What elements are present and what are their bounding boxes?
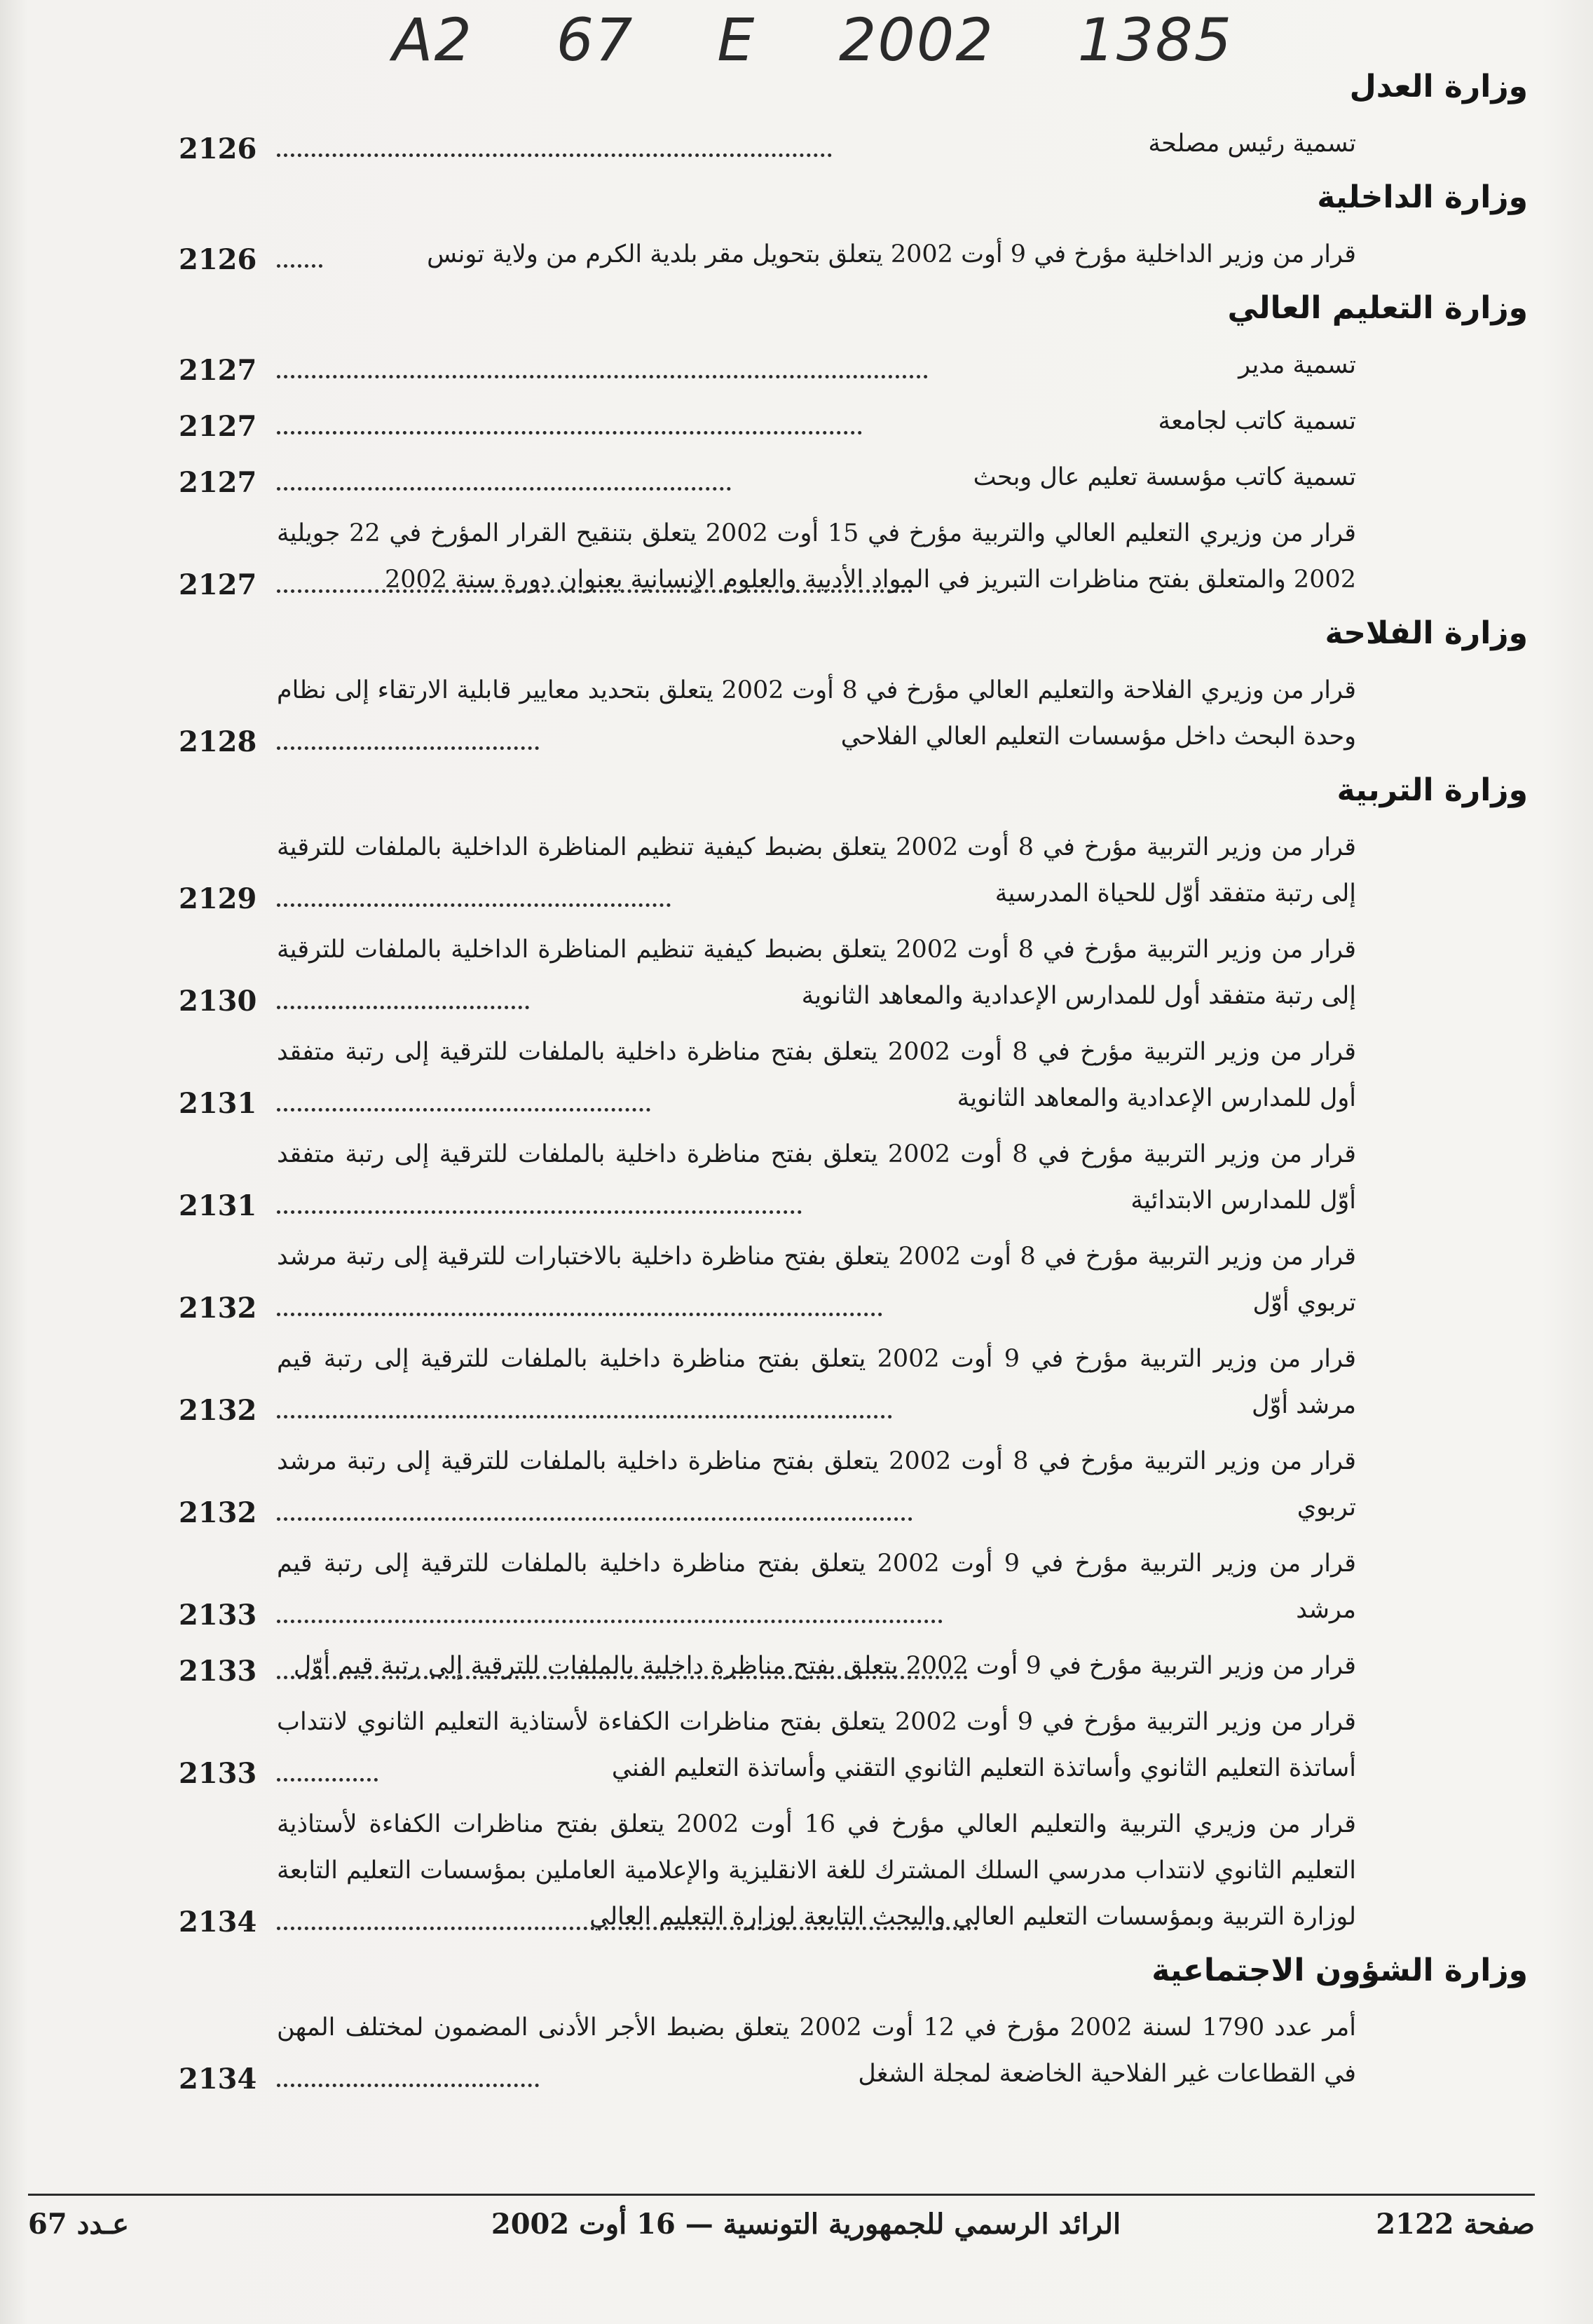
entry-title: قرار من وزير التربية مؤرخ في 9 أوت 2002 يتعلق بفتح مناظرة داخلية بالملفات للترقية إلى رتبة قيم أوّل: [293, 1652, 1356, 1680]
entry-page-number: 2132: [179, 1292, 257, 1325]
leader-dots: [277, 1515, 912, 1521]
entry-title: تسمية رئيس مصلحة: [1148, 130, 1356, 158]
entry-title: قرار من وزيري الفلاحة والتعليم العالي مؤرخ في 8 أوت 2002 يتعلق بتحديد معايير قابلية الارتقاء إلى نظام وحدة البحث داخل مؤسسات التعليم العالي الفلاحي: [277, 676, 1357, 751]
entry-title: أمر عدد 1790 لسنة 2002 مؤرخ في 12 أوت 2002 يتعلق بضبط الأجر الأدنى المضمون لمختلف المهن في القطاعات غير الفلاحية الخاضعة لمجلة الشغل: [277, 2014, 1356, 2088]
entry-page-number: 2131: [179, 1189, 257, 1222]
entry-page-number: 2133: [179, 1599, 257, 1632]
entry-page-number: 2134: [179, 2063, 257, 2096]
handwritten-letter: E: [717, 6, 756, 74]
leader-dots: [277, 1924, 978, 1930]
toc-entry: [179, 231, 1356, 278]
toc-entry: [179, 454, 1356, 500]
entry-title: قرار من وزيري التعليم العالي والتربية مؤرخ في 15 أوت 2002 يتعلق بتنقيح القرار المؤرخ في 22 جويلية 2002 والمتعلق بفتح مناظرات التبريز في المواد الأدبية والعلوم الإنسانية بعنوان دورة سنة 2002: [277, 519, 1356, 594]
page-footer: [28, 2208, 1535, 2257]
toc-entry: [179, 1131, 1356, 1224]
leader-dots: [277, 1412, 892, 1419]
entry-title: قرار من وزير التربية مؤرخ في 9 أوت 2002 يتعلق بفتح مناظرات الكفاءة لأستاذية التعليم الثانوي لانتداب أساتذة التعليم الثانوي وأساتذة التعليم الثانوي التقني وأساتذة التعليم الفني: [277, 1708, 1357, 1782]
entry-page-number: 2126: [179, 243, 257, 276]
toc-entry: [179, 1438, 1356, 1531]
entry-page-number: 2127: [179, 410, 257, 443]
entry-page-number: 2133: [179, 1655, 257, 1688]
entry-page-number: 2127: [179, 466, 257, 499]
entry-title: تسمية كاتب لجامعة: [1158, 407, 1356, 435]
entry-title: قرار من وزير التربية مؤرخ في 9 أوت 2002 يتعلق بفتح مناظرة داخلية بالملفات للترقية إلى رتبة قيم مرشد أوّل: [277, 1345, 1357, 1419]
toc-entry: [179, 1699, 1356, 1791]
toc-entry: [179, 510, 1356, 603]
entry-page-number: 2132: [179, 1394, 257, 1427]
toc-entry: [179, 667, 1356, 760]
entry-page-number: 2133: [179, 1757, 257, 1790]
entry-page-number: 2132: [179, 1496, 257, 1529]
leader-dots: [277, 744, 539, 750]
ministry-heading: وزارة التربية: [1336, 772, 1528, 808]
footer-page-label: صفحة 2122: [1376, 2208, 1535, 2241]
entry-title: قرار من وزيري التربية والتعليم العالي مؤرخ في 16 أوت 2002 يتعلق بفتح مناظرات الكفاءة لأستاذية التعليم الثانوي لانتداب مدرسي السلك المشترك للغة الانقليزية والإعلامية العاملين بمؤسسات التعليم التابعة لوزارة التربية وبمؤسسات التعليم العالي والبحث التابعة لوزارة التعليم العالي: [277, 1810, 1356, 1931]
entry-page-number: 2134: [179, 1906, 257, 1939]
ministry-heading: وزارة الشؤون الاجتماعية: [1151, 1953, 1528, 1988]
leader-dots: [277, 1208, 802, 1214]
entry-title: قرار من وزير التربية مؤرخ في 8 أوت 2002 يتعلق بضبط كيفية تنظيم المناظرة الداخلية بالملفات للترقية إلى رتبة متفقد أول للمدارس الإعدادية والمعاهد الثانوية: [277, 936, 1357, 1010]
toc-entry: [179, 927, 1356, 1019]
entry-title: قرار من وزير التربية مؤرخ في 8 أوت 2002 يتعلق بفتح مناظرة داخلية بالملفات للترقية إلى رتبة متفقد أوّل للمدارس الابتدائية: [277, 1140, 1357, 1215]
toc-entry: [179, 1801, 1356, 1940]
ministry-heading: وزارة التعليم العالي: [1227, 290, 1528, 326]
entry-title: قرار من وزير التربية مؤرخ في 8 أوت 2002 يتعلق بفتح مناظرة داخلية بالملفات للترقية إلى رتبة متفقد أول للمدارس الإعدادية والمعاهد الثانوية: [277, 1038, 1357, 1112]
leader-dots: [277, 2081, 539, 2087]
entry-title: تسمية كاتب مؤسسة تعليم عال وبحث: [973, 463, 1356, 491]
toc-entry: [179, 1643, 1356, 1689]
entry-page-number: 2127: [179, 568, 257, 601]
leader-dots: [277, 1003, 529, 1009]
leader-dots: [277, 428, 862, 435]
entry-title: قرار من وزير التربية مؤرخ في 8 أوت 2002 يتعلق بضبط كيفية تنظيم المناظرة الداخلية بالملفات للترقية إلى رتبة متفقد أوّل للحياة المدرسية: [277, 833, 1357, 908]
toc-entry: [179, 824, 1356, 917]
entry-page-number: 2127: [179, 354, 257, 387]
handwritten-number: 1385: [1077, 6, 1233, 74]
toc-entry: [179, 398, 1356, 444]
toc-entry: [179, 1029, 1356, 1121]
entry-title: قرار من وزير التربية مؤرخ في 8 أوت 2002 يتعلق بفتح مناظرة داخلية بالاختبارات للترقية إلى رتبة مرشد تربوي أوّل: [277, 1243, 1356, 1317]
toc-entry: [179, 1540, 1356, 1633]
toc-entry: [179, 2004, 1356, 2097]
toc-entry: [179, 1336, 1356, 1428]
entry-page-number: 2126: [179, 132, 257, 165]
ministry-heading: وزارة الفلاحة: [1325, 615, 1528, 651]
entry-page-number: 2130: [179, 985, 257, 1018]
leader-dots: [277, 151, 832, 157]
leader-dots: [277, 1105, 650, 1112]
entry-page-number: 2129: [179, 882, 257, 915]
toc-entry: [179, 1233, 1356, 1326]
table-of-contents: [179, 63, 1528, 2104]
toc-entry: [179, 121, 1356, 167]
leader-dots: [277, 1673, 968, 1679]
entry-title: تسمية مدير: [1238, 351, 1356, 379]
leader-dots: [277, 587, 912, 593]
leader-dots: [277, 1310, 882, 1316]
leader-dots: [277, 484, 731, 491]
handwritten-code: A2: [392, 6, 473, 74]
ministry-heading: وزارة العدل: [1349, 69, 1528, 104]
footer-divider: [28, 2194, 1535, 2196]
ministry-heading: وزارة الداخلية: [1317, 179, 1528, 215]
handwritten-year: 2002: [838, 6, 994, 74]
leader-dots: [277, 261, 322, 268]
entry-title: قرار من وزير التربية مؤرخ في 9 أوت 2002 يتعلق بفتح مناظرة داخلية بالملفات للترقية إلى رتبة قيم مرشد: [277, 1550, 1357, 1624]
leader-dots: [277, 372, 928, 378]
footer-issue-number: عـدد 67: [28, 2208, 129, 2241]
leader-dots: [277, 1617, 943, 1623]
footer-journal-title: الرائد الرسمي للجمهورية التونسية — 16 أوت 2002: [491, 2208, 1121, 2241]
leader-dots: [277, 1775, 378, 1782]
leader-dots: [277, 901, 671, 907]
handwritten-issue: 67: [556, 6, 634, 74]
entry-title: قرار من وزير التربية مؤرخ في 8 أوت 2002 يتعلق بفتح مناظرة داخلية بالملفات للترقية إلى رتبة مرشد تربوي: [277, 1447, 1356, 1522]
entry-page-number: 2131: [179, 1087, 257, 1120]
entry-title: قرار من وزير الداخلية مؤرخ في 9 أوت 2002 يتعلق بتحويل مقر بلدية الكرم من ولاية تونس: [427, 240, 1356, 268]
toc-entry: [179, 342, 1356, 388]
entry-page-number: 2128: [179, 725, 257, 758]
